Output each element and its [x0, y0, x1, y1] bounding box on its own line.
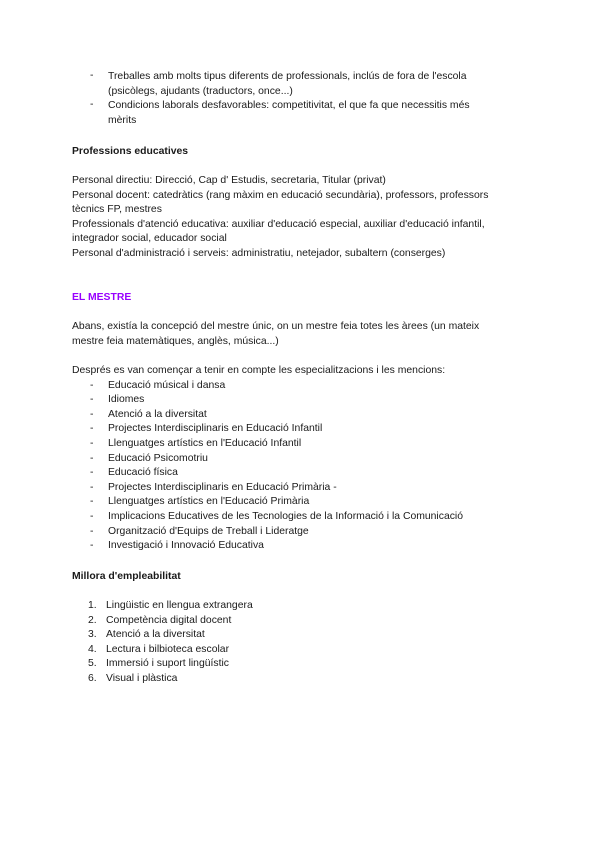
- list-item-text: (psicòlegs, ajudants (traductors, once...): [108, 85, 293, 97]
- bullet-marker: -: [90, 70, 94, 81]
- professions-text: [72, 174, 532, 262]
- list-item-text: mèrits: [108, 114, 137, 126]
- list-item-text: Idiomes: [108, 394, 145, 406]
- bullet-marker: -: [90, 525, 94, 537]
- professions-section: [72, 145, 532, 160]
- list-number: 5.: [88, 658, 97, 670]
- paragraph-line: tècnics FP, mestres: [72, 204, 162, 216]
- list-item: [72, 393, 532, 408]
- list-item-text: Llenguatges artístics en l'Educació Primària: [108, 496, 310, 508]
- bullet-marker: -: [90, 99, 94, 111]
- list-number: 2.: [88, 614, 97, 626]
- mestre-section: [72, 291, 532, 306]
- list-item-text: Immersió i suport lingüístic: [106, 658, 229, 670]
- section-heading: EL MESTRE: [72, 292, 132, 303]
- paragraph-line: Professionals d'atenció educativa: auxiliar d'educació especial, auxiliar d'educació infantil,: [72, 218, 485, 230]
- list-item: [72, 628, 532, 643]
- list-item: [72, 672, 532, 687]
- list-item-text: Atenció a la diversitat: [106, 629, 205, 641]
- list-item: [72, 379, 532, 394]
- list-item: [72, 657, 532, 672]
- list-item: [72, 452, 532, 467]
- list-item: [72, 495, 532, 510]
- list-item-text: Atenció a la diversitat: [108, 408, 207, 420]
- top-bullet-list: [72, 70, 532, 128]
- list-item-text: Visual i plàstica: [106, 672, 178, 684]
- list-item: [72, 437, 532, 452]
- list-item: [72, 614, 532, 629]
- list-item-text: Projectes Interdisciplinaris en Educació Infantil: [108, 423, 323, 435]
- list-item: [72, 525, 532, 540]
- list-item: [72, 599, 532, 614]
- bullet-marker: -: [90, 481, 94, 493]
- paragraph-line: Personal directiu: Direcció, Cap d' Estudis, secretaria, Titular (privat): [72, 175, 386, 186]
- paragraph-line: Abans, existía la concepció del mestre únic, on un mestre feia totes les àrees (un mateix: [72, 321, 480, 332]
- bullet-marker: -: [90, 510, 94, 522]
- employability-list: [72, 599, 532, 687]
- list-number: 3.: [88, 629, 97, 641]
- list-item-text: Lectura i bilbioteca escolar: [106, 643, 230, 655]
- list-item: [72, 70, 532, 99]
- list-item: [72, 539, 532, 554]
- paragraph-line: integrador social, educador social: [72, 233, 227, 245]
- bullet-marker: -: [90, 496, 94, 508]
- list-item-text: Condicions laborals desfavorables: competitivitat, el que fa que necessitis més: [108, 100, 470, 112]
- bullet-marker: -: [90, 394, 94, 406]
- list-item: [72, 643, 532, 658]
- bullet-marker: -: [90, 379, 94, 391]
- list-item-text: Educació Psicomotriu: [108, 452, 208, 464]
- section-heading: Millora d'empleabilitat: [72, 571, 181, 582]
- list-item: [72, 510, 532, 525]
- bullet-marker: -: [90, 437, 94, 449]
- mestre-intro: [72, 320, 532, 349]
- paragraph-line: Personal docent: catedràtics (rang màxim en educació secundària), professors, professors: [72, 189, 489, 201]
- list-item-text: Implicacions Educatives de les Tecnologies de la Informació i la Comunicació: [108, 510, 464, 522]
- list-item-text: Lingüistic en llengua extrangera: [106, 600, 253, 611]
- list-item: [72, 99, 532, 128]
- list-item-text: Llenguatges artístics en l'Educació Infantil: [108, 437, 302, 449]
- list-item: [72, 481, 532, 496]
- bullet-marker: -: [90, 423, 94, 435]
- list-item: [72, 422, 532, 437]
- list-item-text: Educació músical i dansa: [108, 379, 226, 391]
- paragraph-line: Després es van començar a tenir en compte les especialitzacions i les mencions:: [72, 365, 446, 376]
- list-item-text: Projectes Interdisciplinaris en Educació Primària -: [108, 481, 337, 493]
- bullet-marker: -: [90, 408, 94, 420]
- list-item-text: Investigació i Innovació Educativa: [108, 540, 264, 552]
- section-heading: Professions educatives: [72, 146, 189, 157]
- list-number: 4.: [88, 643, 97, 655]
- list-item-text: Organització d'Equips de Treball i Lideratge: [108, 525, 309, 537]
- bullet-marker: -: [90, 452, 94, 464]
- paragraph-line: Personal d'administració i serveis: administratiu, netejador, subaltern (conserges): [72, 247, 446, 259]
- employability-section: [72, 570, 532, 585]
- list-item-text: Competència digital docent: [106, 614, 232, 626]
- list-item: [72, 466, 532, 481]
- list-number: 1.: [88, 600, 97, 611]
- bullet-marker: -: [90, 540, 94, 552]
- list-item-text: Treballes amb molts tipus diferents de professionals, inclús de fora de l'escola: [108, 71, 467, 82]
- mestre-mentions: [72, 364, 532, 554]
- list-number: 6.: [88, 672, 97, 684]
- paragraph-line: mestre feia matemàtiques, anglès, música...): [72, 335, 279, 347]
- bullet-marker: -: [90, 467, 94, 479]
- list-item-text: Educació física: [108, 467, 178, 479]
- list-item: [72, 408, 532, 423]
